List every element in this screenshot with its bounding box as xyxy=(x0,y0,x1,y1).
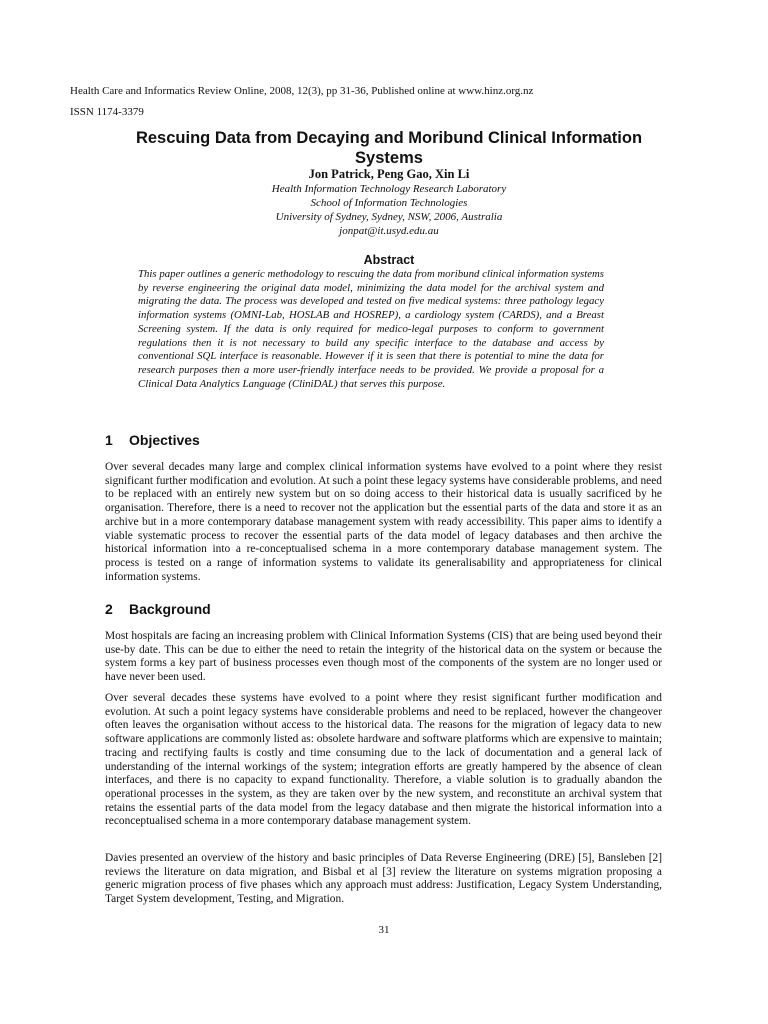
paper-title: Rescuing Data from Decaying and Moribund Clinical Information Systems xyxy=(135,129,643,167)
section-heading-background xyxy=(105,601,211,617)
affiliation-school: School of Information Technologies xyxy=(310,197,468,209)
abstract-heading: Abstract xyxy=(363,253,415,267)
affiliation-lab: Health Information Technology Research Laboratory xyxy=(271,183,507,195)
section-number: 1 xyxy=(105,432,113,448)
paragraph: Most hospitals are facing an increasing problem with Clinical Information Systems (CIS) that are being used beyond their use-by date. This can be due to either the need to retain the integrity of the historical data on the system or because the system forms a key part of business processes even though most of the components of the system are no longer used or have never been used. xyxy=(105,630,662,684)
section-number: 2 xyxy=(105,601,113,617)
page-number: 31 xyxy=(378,924,390,936)
affiliation-university: University of Sydney, Sydney, NSW, 2006, Australia xyxy=(275,211,503,223)
section-title: Objectives xyxy=(129,432,200,448)
paragraph: Over several decades many large and complex clinical information systems have evolved to a point where they resist significant further modification and evolution. At such a point these legacy systems have considerable problems, and need to be replaced with an entirely new system but on so doing access to their historical data is usually sacrificed by he organisation. Therefore, there is a need to recover not the application but the essential parts of the data and store it as an archive but in a more contemporary database management system with ready accessibility. This paper aims to identify a viable systematic process to recover the essential parts of the data model of legacy databases and then archive the historical information into a re-conceptualised schema in a more contemporary database management system. The process is tested on a range of information systems to validate its generalisability and appropriateness for clinical information systems. xyxy=(105,461,662,583)
issn: ISSN 1174-3379 xyxy=(70,106,144,118)
paragraph: Davies presented an overview of the history and basic principles of Data Reverse Engineering (DRE) [5], Bansleben [2] reviews the literature on data migration, and Bisbal et al [3] review the literature on systems migration proposing a generic migration process of five phases which any approach must address: Justification, Legacy System Understanding, Target System development, Testing, and Migration. xyxy=(105,852,662,906)
abstract-text: This paper outlines a generic methodology to rescuing the data from moribund clinical information systems by reverse engineering the original data model, minimizing the data model for the archival system and migrating the data. The process was developed and tested on five medical systems: three pathology legacy information systems (OMNI-Lab, HOSLAB and HOSREP), a cardiology system (CARDS), and a Breast Screening system. If the data is only required for medico-legal purposes to conform to government regulations then it is not necessary to build any specific interface to the database and access by conventional SQL interface is reasonable. However if it is seen that there is potential to mine the data for research purposes then a more user-friendly interface needs to be provided. We provide a proposal for a Clinical Data Analytics Language (CliniDAL) that serves this purpose. xyxy=(138,268,604,390)
journal-citation: Health Care and Informatics Review Online, 2008, 12(3), pp 31-36, Published online at www.hinz.org.nz xyxy=(70,85,534,97)
author-email: jonpat@it.usyd.edu.au xyxy=(339,225,439,237)
section-heading-objectives xyxy=(105,432,200,448)
section-title: Background xyxy=(129,601,211,617)
paragraph: Over several decades these systems have evolved to a point where they resist significant further modification and evolution. At such a point legacy systems have considerable problems and need to be replaced, however the changeover often leaves the organisation without access to the historical data. The reasons for the migration of legacy data to new software applications are commonly listed as: obsolete hardware and software platforms which are expensive to maintain; tracing and rectifying faults is costly and time consuming due to the lack of documentation and a general lack of understanding of the internal workings of the system; integration efforts are greatly hampered by the absence of clean interfaces, and there is no capacity to expand functionality. Therefore, a viable solution is to gradually abandon the operational processes in the system, as they are taken over by the new system, and reconstitute an archival system that retains the essential parts of the data model from the legacy database and then migrate the historical information into a reconceptualised schema in a more contemporary database management system. xyxy=(105,692,662,828)
authors: Jon Patrick, Peng Gao, Xin Li xyxy=(308,167,470,181)
